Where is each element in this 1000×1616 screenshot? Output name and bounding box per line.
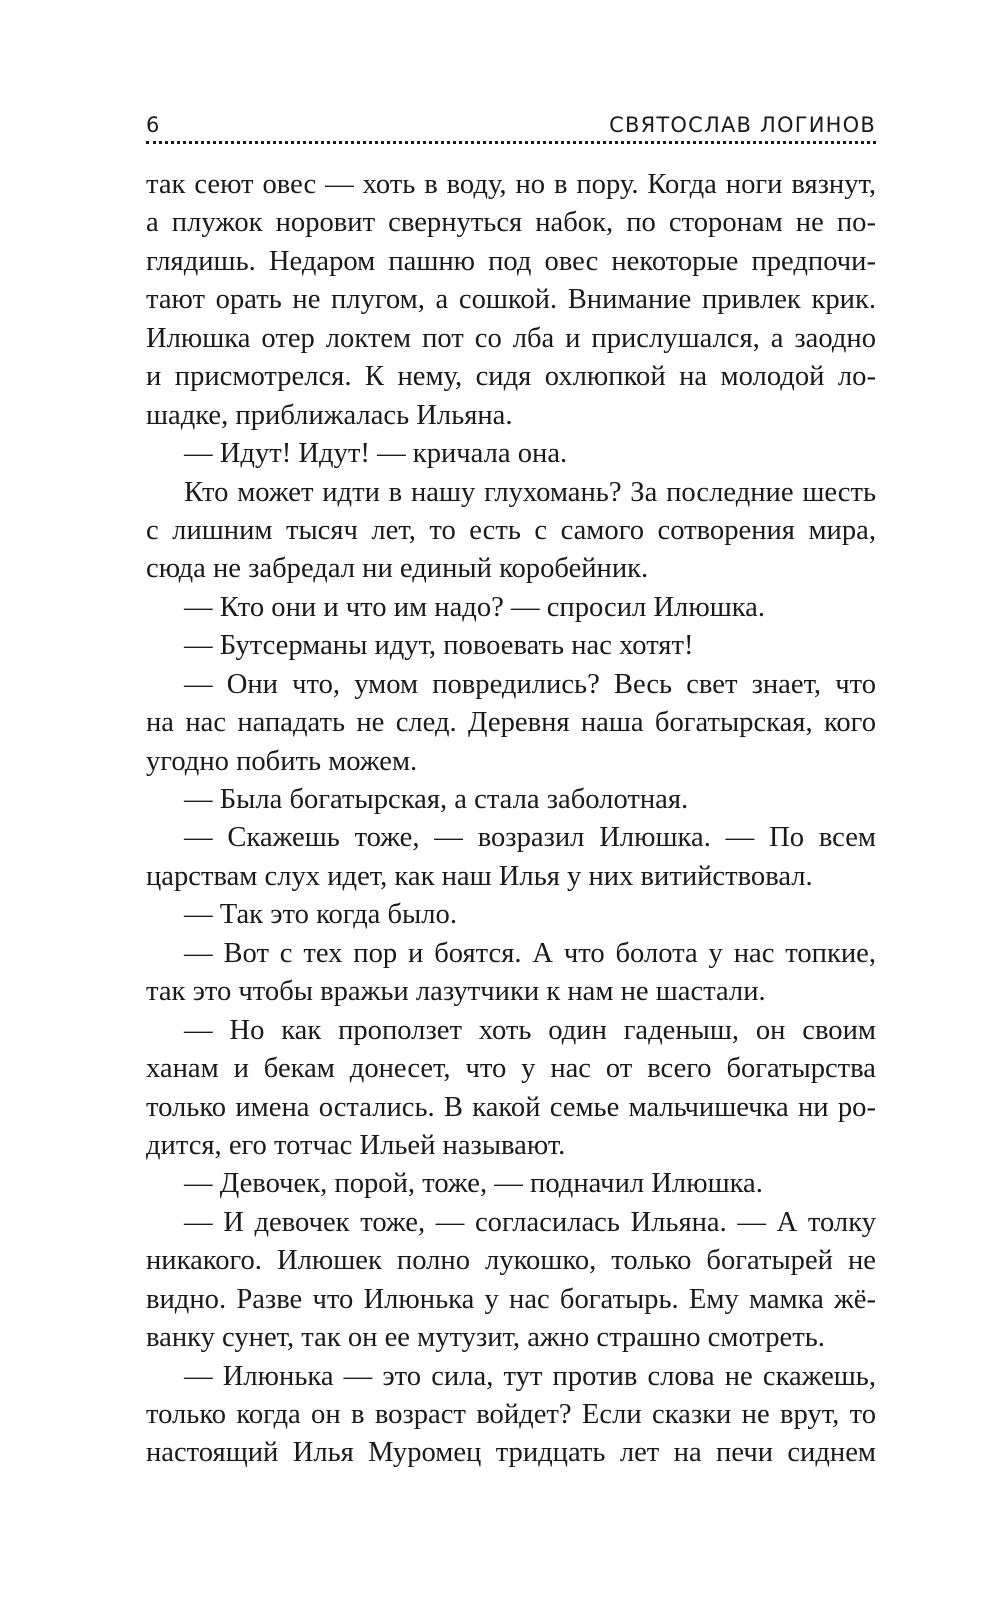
text-line: царствам слух идет, как наш Илья у них витийствовал. bbox=[146, 860, 813, 892]
text-line: угодно побить можем. bbox=[146, 745, 418, 777]
paragraph-13 bbox=[146, 1204, 876, 1358]
text-line: с лишним тысяч лет, то есть с самого сотворения мира, bbox=[146, 514, 876, 546]
text-line: — Так это когда было. bbox=[184, 899, 457, 931]
paragraph-3 bbox=[146, 474, 876, 589]
text-line: — Кто они и что им надо? — спросил Илюшка. bbox=[184, 591, 766, 623]
text-line: никакого. Илюшек полно лукошко, только богатырей не bbox=[146, 1245, 876, 1277]
text-line: — Идут! Идут! — кричала она. bbox=[184, 438, 568, 470]
text-line: а плужок норовит свернуться набок, по сторонам не по- bbox=[146, 207, 876, 239]
paragraph-6 bbox=[146, 666, 876, 781]
running-head bbox=[146, 110, 876, 144]
text-line: шадке, приближалась Ильяна. bbox=[146, 399, 513, 431]
text-line: Кто может идти в нашу глухомань? За последние шесть bbox=[184, 476, 876, 508]
text-line: — Вот с тех пор и боятся. А что болота у нас топкие, bbox=[184, 937, 876, 969]
text-line: — Но как проползет хоть один гаденыш, он своим bbox=[184, 1014, 876, 1046]
text-line: видно. Разве что Илюнька у нас богатырь. Ему мамка жё- bbox=[146, 1283, 876, 1315]
page-number: 6 bbox=[146, 113, 160, 137]
paragraph-9 bbox=[146, 896, 876, 934]
paragraph-14 bbox=[146, 1358, 876, 1473]
paragraph-7 bbox=[146, 781, 876, 819]
paragraph-12 bbox=[146, 1165, 876, 1203]
text-line: ванку сунет, так он ее мутузит, ажно страшно смотреть. bbox=[146, 1322, 825, 1354]
text-line: — И девочек тоже, — согласилась Ильяна. — А толку bbox=[184, 1206, 876, 1238]
text-line: только имена остались. В какой семье мальчишечка ни ро- bbox=[146, 1091, 876, 1123]
running-head-author: СВЯТОСЛАВ ЛОГИНОВ bbox=[609, 113, 876, 137]
text-line: на нас нападать не след. Деревня наша богатырская, кого bbox=[146, 707, 876, 739]
text-line: — Была богатырская, а стала заболотная. bbox=[184, 784, 689, 815]
text-line: сюда не забредал ни единый коробейник. bbox=[146, 553, 649, 585]
text-line: настоящий Илья Муромец тридцать лет на печи сиднем bbox=[146, 1437, 876, 1469]
paragraph-10 bbox=[146, 935, 876, 1012]
paragraph-1 bbox=[146, 166, 876, 435]
text-line: дится, его тотчас Ильей называют. bbox=[146, 1129, 566, 1161]
paragraph-8 bbox=[146, 819, 876, 896]
paragraph-4 bbox=[146, 589, 876, 627]
text-line: Илюшка отер локтем пот со лба и прислушался, а заодно bbox=[146, 322, 876, 354]
text-line: — Илюнька — это сила, тут против слова не скажешь, bbox=[184, 1360, 876, 1392]
text-line: глядишь. Недаром пашню под овес некоторые предпочи- bbox=[146, 245, 876, 277]
paragraph-5 bbox=[146, 627, 876, 665]
text-line: — Они что, умом повредились? Весь свет знает, что bbox=[184, 668, 876, 700]
text-line: — Бутсерманы идут, повоевать нас хотят! bbox=[184, 630, 694, 662]
text-line: так сеют овес — хоть в воду, но в пору. Когда ноги вязнут, bbox=[146, 169, 876, 200]
text-line: ханам и бекам донесет, что у нас от всего богатырства bbox=[146, 1053, 876, 1085]
paragraph-11 bbox=[146, 1012, 876, 1166]
text-line: и присмотрелся. К нему, сидя охлюпкой на молодой ло- bbox=[146, 361, 876, 393]
text-line: — Девочек, порой, тоже, — подначил Илюшка. bbox=[184, 1168, 763, 1200]
paragraph-2 bbox=[146, 435, 876, 473]
text-line: — Скажешь тоже, — возразил Илюшка. — По всем bbox=[184, 822, 876, 854]
text-line: только когда он в возраст войдет? Если сказки не врут, то bbox=[146, 1399, 876, 1430]
header-dotted-rule bbox=[146, 141, 876, 144]
body-text bbox=[146, 166, 876, 1473]
text-line: так это чтобы вражьи лазутчики к нам не шастали. bbox=[146, 976, 766, 1008]
text-line: тают орать не плугом, а сошкой. Внимание привлек крик. bbox=[146, 284, 876, 316]
